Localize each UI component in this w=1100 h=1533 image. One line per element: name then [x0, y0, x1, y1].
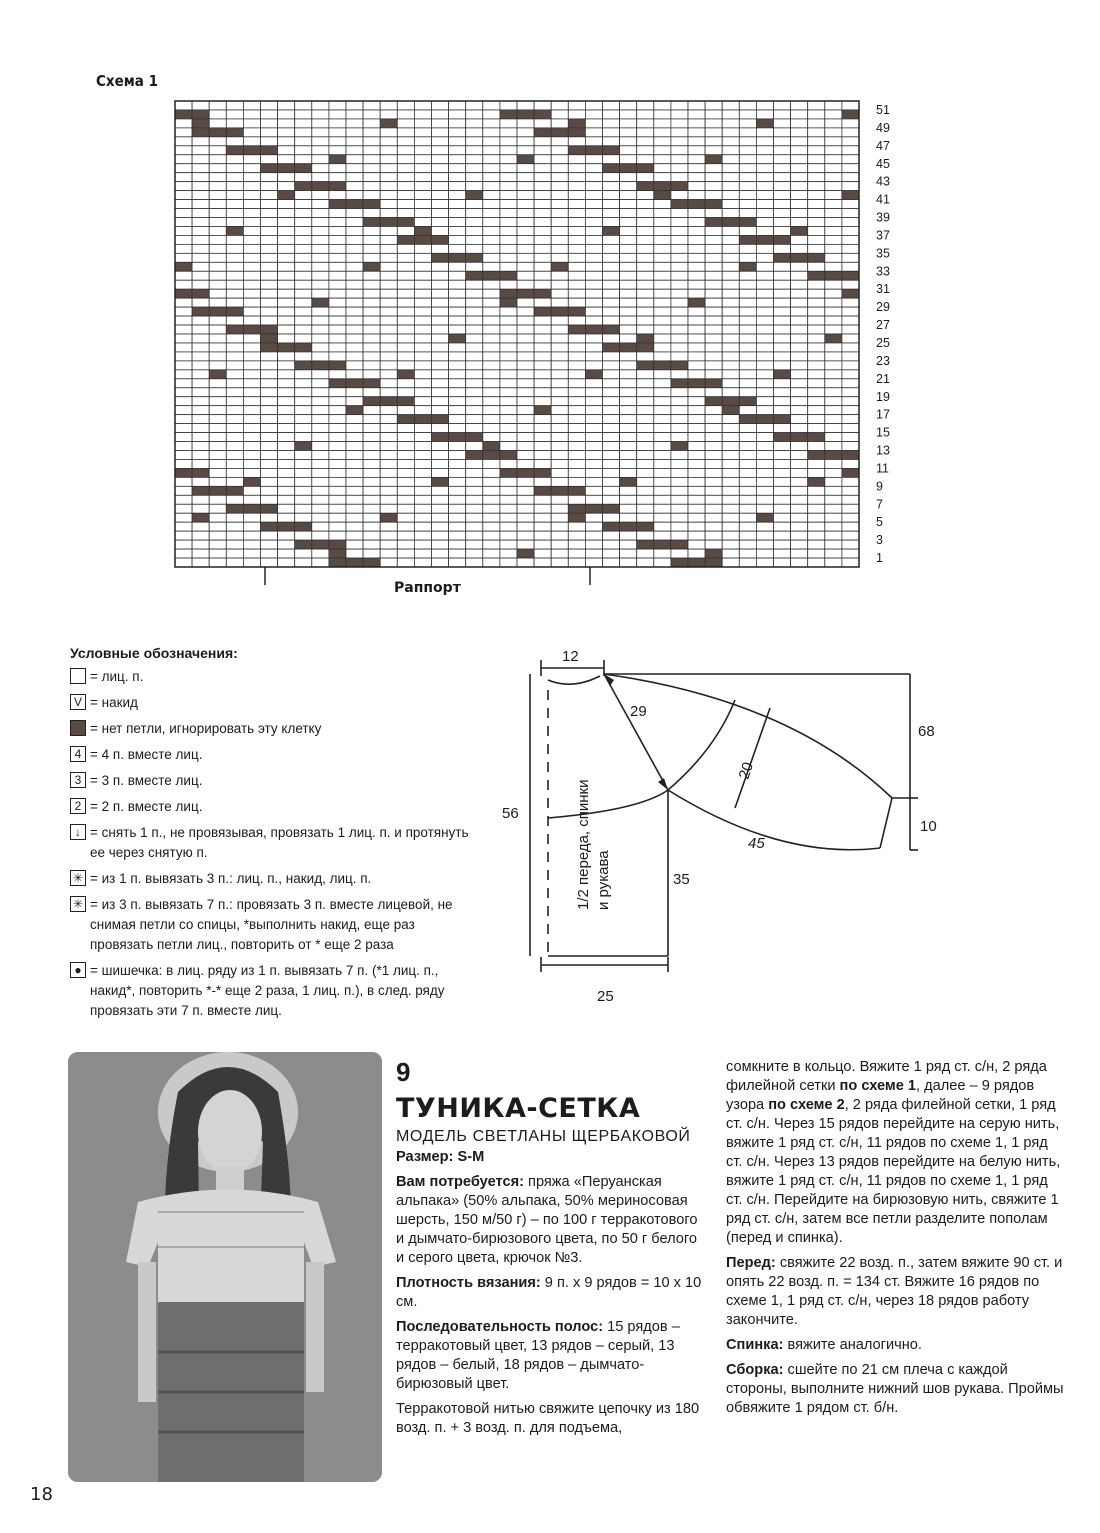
- assembly-text: сшейте по 21 см плеча с каждой стороны, выполните нижний шов рукава. Проймы обвяжите 1 рядом ст. б/н.: [726, 1362, 1064, 1416]
- article-column-2: [396, 1058, 708, 1444]
- front-text: свяжите 22 возд. п., затем вяжите 90 ст. и опять 22 возд. п. = 134 ст. Вяжите 16 рядов по схеме 1, 1 ряд ст. с/н, через 18 рядов работу закончите.: [726, 1255, 1063, 1328]
- stripes-text: 15 рядов – терракотовый цвет, 13 рядов – серый, 13 рядов – белый, 18 рядов – дымчато-бирюзовый цвет.: [396, 1319, 680, 1392]
- dim-20: 20: [735, 760, 757, 782]
- article-column-3: [726, 1058, 1066, 1424]
- back-paragraph: [726, 1336, 1066, 1355]
- row-label: 15: [876, 425, 890, 440]
- needs-text: пряжа «Перуанская альпака» (50% альпака, 50% мериносовая шерсть, 150 м/50 г) – по 100 г терракотового и дымчато-бирюзового цвета, по 50 г белого и серого цвета, крючок №3.: [396, 1174, 698, 1266]
- row-label: 21: [876, 371, 890, 386]
- start-paragraph: [396, 1400, 708, 1438]
- back-label: Спинка:: [726, 1337, 784, 1353]
- row-label: 3: [876, 533, 883, 548]
- process-scheme2: по схеме 2: [768, 1097, 845, 1113]
- stripes-paragraph: [396, 1318, 708, 1394]
- row-label: 11: [876, 461, 889, 476]
- schematic-label-line2: и рукава: [595, 850, 612, 910]
- row-label: 51: [876, 103, 890, 117]
- row-label: 29: [876, 300, 890, 315]
- schema-title: Схема 1: [96, 72, 158, 90]
- dim-12: 12: [562, 648, 579, 665]
- process-scheme1: по схеме 1: [839, 1078, 916, 1094]
- density-paragraph: [396, 1274, 708, 1312]
- row-label: 39: [876, 210, 890, 225]
- dim-10: 10: [920, 818, 937, 835]
- dim-25: 25: [597, 988, 614, 1005]
- legend-text: = лиц. п.: [90, 669, 144, 684]
- density-label: Плотность вязания:: [396, 1275, 541, 1291]
- row-label: 25: [876, 336, 890, 350]
- article-number: 9: [396, 1057, 411, 1087]
- schematic-label-line1: 1/2 переда, спинки: [575, 779, 592, 910]
- page-number: 18: [30, 1484, 53, 1505]
- density-text: 9 п. х 9 рядов = 10 х 10 см.: [396, 1275, 702, 1310]
- legend-text: = шишечка: в лиц. ряду из 1 п. вывязать 7 п. (*1 лиц. п., накид*, повторить *-* еще 2 раза, 1 лиц. п.), в след. ряду провязать эти 7 п. вместе лиц.: [90, 963, 445, 1018]
- dim-35: 35: [673, 871, 690, 888]
- row-label: 35: [876, 246, 890, 261]
- legend-title: Условные обозначения:: [70, 645, 238, 661]
- dim-56: 56: [502, 805, 519, 822]
- size-value: S-M: [453, 1149, 485, 1165]
- legend-text: = 4 п. вместе лиц.: [90, 747, 203, 762]
- legend-text: = из 3 п. вывязать 7 п.: провязать 3 п. вместе лицевой, не снимая петли со спицы, *выполнить накид, еще раз провязать петли лиц., повторить от * еще 2 раза: [90, 897, 453, 952]
- needs-paragraph: [396, 1173, 708, 1268]
- dim-68: 68: [918, 723, 935, 740]
- legend-symbol-icon: ↓: [70, 824, 86, 840]
- process-paragraph: [726, 1058, 1066, 1248]
- legend-symbol-icon: ✳: [70, 896, 86, 912]
- row-label: 9: [876, 479, 883, 494]
- legend-symbol-icon: ✳: [70, 870, 86, 886]
- front-label: Перед:: [726, 1255, 776, 1271]
- model-photo: [68, 1052, 382, 1482]
- row-label: 23: [876, 353, 890, 368]
- back-text: вяжите аналогично.: [783, 1337, 922, 1353]
- row-label: 43: [876, 174, 890, 189]
- row-label: 5: [876, 515, 883, 530]
- legend-text: = 3 п. вместе лиц.: [90, 773, 203, 788]
- legend-symbol-icon: 4: [70, 746, 86, 762]
- legend-text: = 2 п. вместе лиц.: [90, 799, 203, 814]
- row-label: 49: [876, 120, 890, 135]
- rapport-label: Раппорт: [394, 580, 461, 596]
- legend-text: = снять 1 п., не провязывая, провязать 1 лиц. п. и протянуть ее через снятую п.: [90, 825, 469, 860]
- row-label: 27: [876, 318, 890, 333]
- row-label: 31: [876, 282, 890, 297]
- row-label: 7: [876, 497, 883, 512]
- model-figure: [68, 1052, 382, 1482]
- legend-symbol-icon: V: [70, 694, 86, 710]
- dim-29: 29: [630, 703, 647, 720]
- row-label: 17: [876, 407, 890, 422]
- legend-symbol-icon: 2: [70, 798, 86, 814]
- size-paragraph: [396, 1148, 708, 1167]
- size-label: Размер:: [396, 1149, 454, 1165]
- needs-label: Вам потребуется:: [396, 1174, 524, 1190]
- article-title: ТУНИКА-СЕТКА: [396, 1093, 641, 1124]
- stripes-label: Последовательность полос:: [396, 1319, 604, 1335]
- dim-45: 45: [748, 835, 765, 852]
- process-text-e: , 2 ряда филейной сетки, 1 ряд ст. с/н. Через 15 рядов перейдите на серую нить, вяжите 1 ряд ст. с/н, 11 рядов по схеме 1, 1 ряд ст. с/н. Через 13 рядов перейдите на белую нить, вяжите 1 ряд ст. с/н, 11 рядов по схеме 1, 1 ряд ст. с/н. Перейдите на бирюзовую нить, свяжите 1 ряд ст. с/н, затем все петли разделите пополам (перед и спинка).: [726, 1097, 1061, 1246]
- row-label: 33: [876, 264, 890, 279]
- start-text: Терракотовой нитью свяжите цепочку из 180 возд. п. + 3 возд. п. для подъема,: [396, 1401, 700, 1436]
- assembly-label: Сборка:: [726, 1362, 784, 1378]
- legend-symbol-icon: 3: [70, 772, 86, 788]
- process-text-c: , далее – 9 рядов узора: [726, 1078, 1035, 1113]
- row-label: 45: [876, 156, 890, 171]
- row-label: 37: [876, 228, 890, 243]
- row-label: 13: [876, 443, 890, 458]
- article-author: МОДЕЛЬ СВЕТЛАНЫ ЩЕРБАКОВОЙ: [396, 1128, 691, 1145]
- legend-symbol-icon: ●: [70, 962, 86, 978]
- process-text-a: сомкните в кольцо. Вяжите 1 ряд ст. с/н, 2 ряда филейной сетки: [726, 1059, 1047, 1094]
- assembly-paragraph: [726, 1361, 1066, 1418]
- front-paragraph: [726, 1254, 1066, 1330]
- row-label: 19: [876, 389, 890, 404]
- legend-text: = накид: [90, 695, 138, 710]
- legend-text: = из 1 п. вывязать 3 п.: лиц. п., накид, лиц. п.: [90, 871, 372, 886]
- row-label: 1: [876, 551, 883, 566]
- row-label: 47: [876, 138, 890, 153]
- legend-text: = нет петли, игнорировать эту клетку: [90, 721, 322, 736]
- row-label: 41: [876, 192, 890, 207]
